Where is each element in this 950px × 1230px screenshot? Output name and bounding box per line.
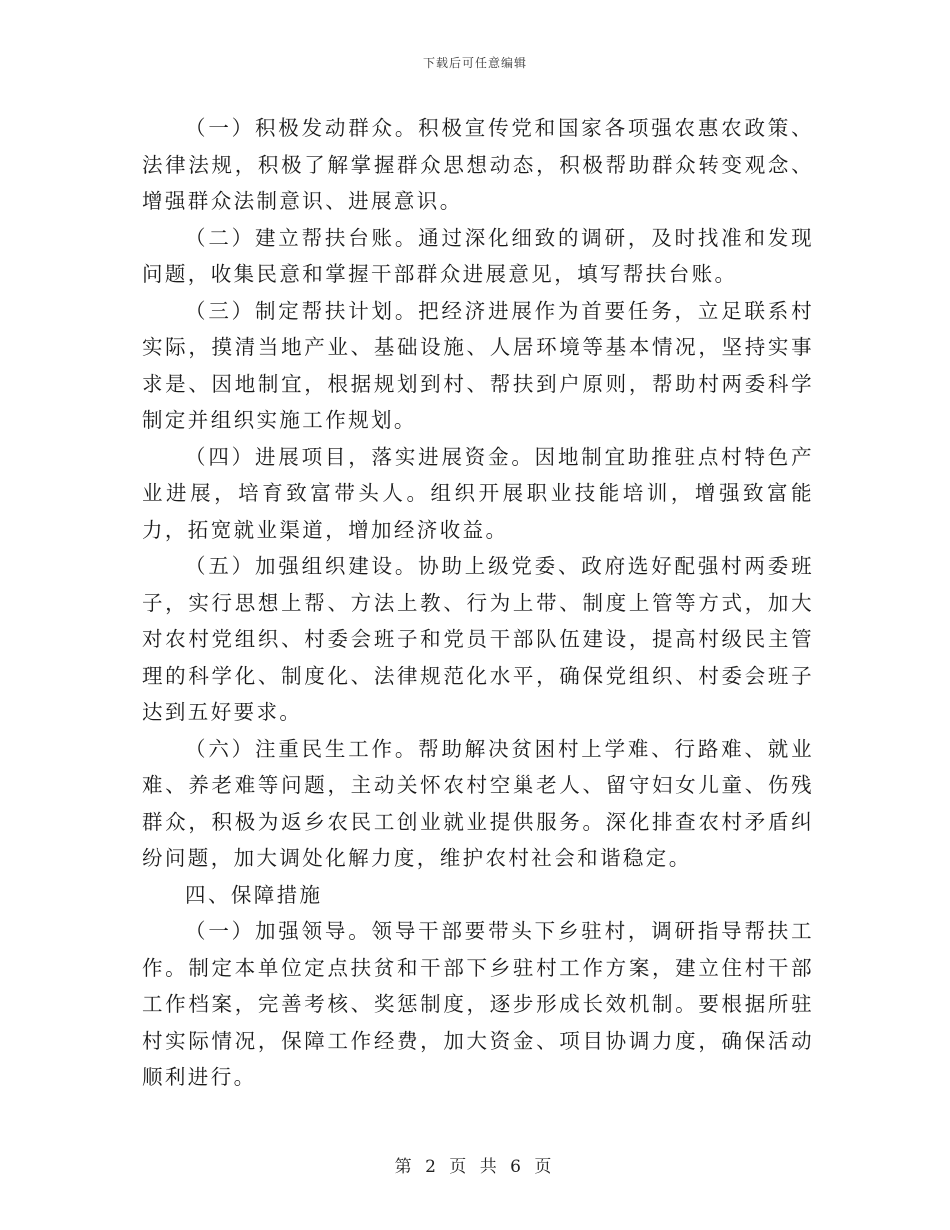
header-note: 下载后可任意编辑 — [422, 56, 527, 70]
document-body — [142, 110, 814, 1096]
paragraph-3: （三）制定帮扶计划。把经济进展作为首要任务，立足联系村实际，摸清当地产业、基础设施、人居环境等基本情况，坚持实事求是、因地制宜，根据规划到村、帮扶到户原则，帮助村两委科学制定并组织实施工作规划。 — [142, 298, 814, 432]
paragraph-2: （二）建立帮扶台账。通过深化细致的调研，及时找准和发现问题，收集民意和掌握干部群众进展意见，填写帮扶台账。 — [142, 225, 814, 286]
section-paragraph-1: （一）加强领导。领导干部要带头下乡驻村，调研指导帮扶工作。制定本单位定点扶贫和干部下乡驻村工作方案，建立住村干部工作档案，完善考核、奖惩制度，逐步形成长效机制。要根据所驻村实际情况，保障工作经费，加大资金、项目协调力度，确保活动顺利进行。 — [142, 919, 814, 1089]
paragraph-4: （四）进展项目，落实进展资金。因地制宜助推驻点村特色产业进展，培育致富带头人。组织开展职业技能培训，增强致富能力，拓宽就业渠道，增加经济收益。 — [142, 444, 814, 542]
paragraph-6: （六）注重民生工作。帮助解决贫困村上学难、行路难、就业难、养老难等问题，主动关怀农村空巢老人、留守妇女儿童、伤残群众，积极为返乡农民工创业就业提供服务。深化排查农村矛盾纠纷问题，加大调处化解力度，维护农村社会和谐稳定。 — [142, 736, 814, 870]
page-number-footer: 第 2 页 共 6 页 — [394, 1157, 556, 1177]
paragraph-5: （五）加强组织建设。协助上级党委、政府选好配强村两委班子，实行思想上帮、方法上教、行为上带、制度上管等方式，加大对农村党组织、村委会班子和党员干部队伍建设，提高村级民主管理的科学化、制度化、法律规范化水平，确保党组织、村委会班子达到五好要求。 — [142, 554, 814, 724]
paragraph-1: （一）积极发动群众。积极宣传党和国家各项强农惠农政策、法律法规，积极了解掌握群众思想动态，积极帮助群众转变观念、增强群众法制意识、进展意识。 — [142, 116, 814, 213]
section-heading: 四、保障措施 — [185, 882, 323, 907]
